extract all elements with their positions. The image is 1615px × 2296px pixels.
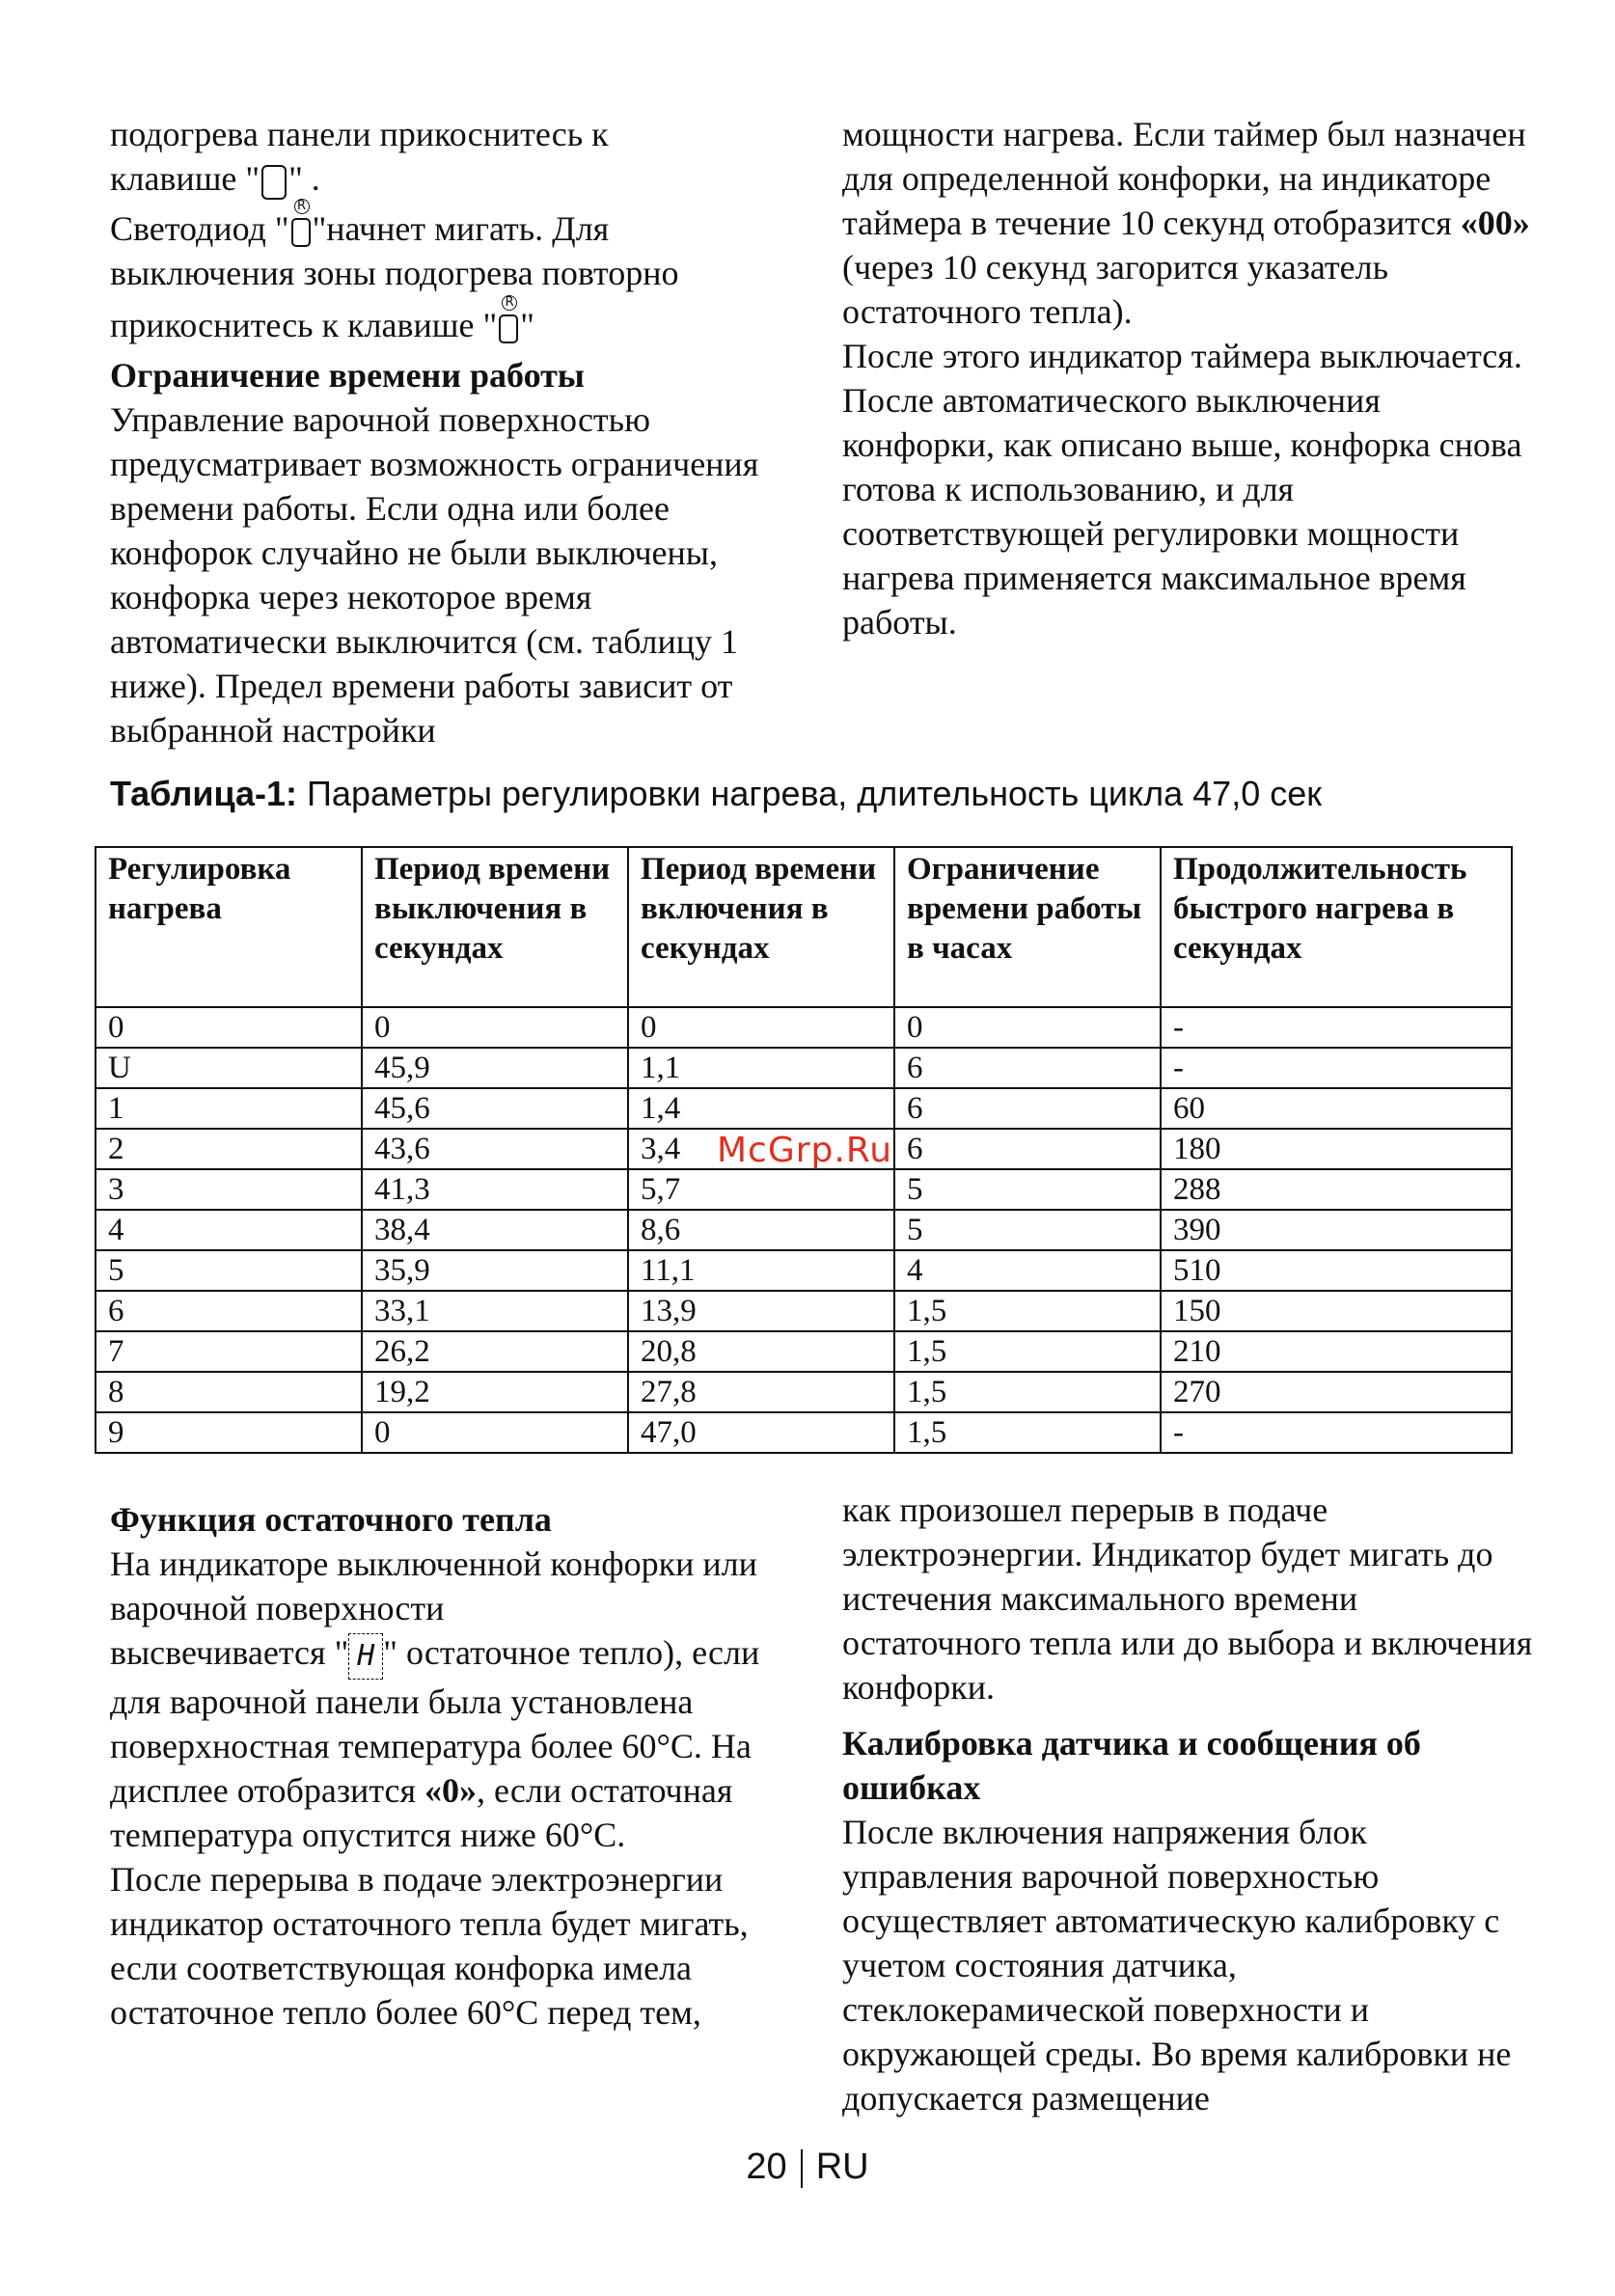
table-caption: Таблица-1: Параметры регулировки нагрева, длительность цикла 47,0 сек [110, 774, 1322, 813]
table-cell: 41,3 [362, 1169, 628, 1210]
section-heading: Калибровка датчика и сообщения об ошибках [842, 1724, 1421, 1807]
table-cell: 0 [362, 1412, 628, 1453]
table-cell: 13,9 [628, 1291, 894, 1331]
footer-separator [801, 2149, 803, 2188]
table-header-cell: Период времени выключения в секундах [362, 847, 628, 1007]
paragraph: как произошел перерыв в подаче электроэнергии. Индикатор будет мигать до истечения максимального времени остаточного тепла или до выбора и включения конфорки. [842, 1490, 1533, 1707]
paragraph: После автоматического выключения конфорки, как описано выше, конфорка снова готова к использованию, и для соответствующей регулировки мощности нагрева применяется максимальное время работы. [842, 381, 1522, 642]
table-row [96, 1372, 1512, 1412]
table-cell: 270 [1161, 1372, 1512, 1412]
watermark: McGrp.Ru [717, 1131, 893, 1170]
section-heading: Функция остаточного тепла [110, 1500, 552, 1539]
table-cell: - [1161, 1412, 1512, 1453]
table-cell: 8,6 [628, 1210, 894, 1250]
table-cell: U [96, 1048, 362, 1088]
led-symbol-icon: R [291, 218, 311, 247]
table-cell: 150 [1161, 1291, 1512, 1331]
paragraph: подогрева панели прикоснитесь к клавише " " . [110, 115, 609, 198]
table-cell: 3,4 [628, 1129, 894, 1169]
table-header-cell: Период времени включения в секундах [628, 847, 894, 1007]
table-cell: 4 [96, 1210, 362, 1250]
table-cell: 9 [96, 1412, 362, 1453]
table-cell: 510 [1161, 1250, 1512, 1291]
table-header-cell: Ограничение времени работы в часах [894, 847, 1161, 1007]
table-cell: 26,2 [362, 1331, 628, 1372]
section-heading: Ограничение времени работы [110, 356, 585, 395]
residual-heat-h-icon: H [348, 1633, 383, 1680]
table-row [96, 1048, 1512, 1088]
table-row [96, 1291, 1512, 1331]
table-cell: 0 [894, 1007, 1161, 1048]
table-row [96, 1412, 1512, 1453]
paragraph: Управление варочной поверхностью предусматривает возможность ограничения времени работы. Если одна или более конфорок случайно не были выключены, конфорка через некоторое время автоматически выключится (см. таблицу 1 ниже). Предел времени работы зависит от выбранной настройки [110, 400, 759, 750]
table-cell: 1,5 [894, 1412, 1161, 1453]
table-cell: 35,9 [362, 1250, 628, 1291]
top-right-column [842, 112, 1537, 644]
table-cell: 0 [96, 1007, 362, 1048]
table-cell: 47,0 [628, 1412, 894, 1453]
table-cell: 11,1 [628, 1250, 894, 1291]
table-header-row [96, 847, 1512, 1007]
table-cell: 210 [1161, 1331, 1512, 1372]
table-row [96, 1210, 1512, 1250]
table-cell: 6 [96, 1291, 362, 1331]
table-row [96, 1088, 1512, 1129]
table-cell: 8 [96, 1372, 362, 1412]
table-cell: 43,6 [362, 1129, 628, 1169]
language-code: RU [815, 2146, 869, 2187]
key-symbol-icon: R [499, 314, 518, 343]
table-cell: 6 [894, 1129, 1161, 1169]
paragraph: Светодиод " R "начнет мигать. Для выключения зоны подогрева повторно прикоснитесь к клавише " R " [110, 198, 679, 344]
table-cell: 6 [894, 1088, 1161, 1129]
table-header-cell: Регулировка нагрева [96, 847, 362, 1007]
table-cell: - [1161, 1007, 1512, 1048]
table-cell: 5,7 [628, 1169, 894, 1210]
table-row [96, 1250, 1512, 1291]
table-cell: 4 [894, 1250, 1161, 1291]
table-row [96, 1169, 1512, 1210]
paragraph: После перерыва в подаче электроэнергии индикатор остаточного тепла будет мигать, если соответствующая конфорка имела остаточное тепло более 60°С перед тем, [110, 1859, 749, 2032]
table-cell: 1,5 [894, 1291, 1161, 1331]
bottom-left-column [110, 1497, 805, 2035]
paragraph: мощности нагрева. Если таймер был назначен для определенной конфорки, на индикаторе таймера в течение 10 секунд отобразится «00» (через 10 секунд загорится указатель остаточного тепла). [842, 115, 1530, 331]
table-cell: 1,4 [628, 1088, 894, 1129]
page-footer [0, 2146, 1615, 2188]
table-cell: 45,6 [362, 1088, 628, 1129]
paragraph: После включения напряжения блок управления варочной поверхностью осуществляет автоматическую калибровку с учетом состояния датчика, стеклокерамической поверхности и окружающей среды. Во время калибровки не допускается размещение [842, 1813, 1512, 2118]
table-cell: 7 [96, 1331, 362, 1372]
table-cell: 0 [362, 1007, 628, 1048]
table-row [96, 1331, 1512, 1372]
key-symbol-icon [261, 165, 287, 200]
table-cell: 20,8 [628, 1331, 894, 1372]
paragraph: На индикаторе выключенной конфорки или варочной поверхности высвечивается " H " остаточное тепло), если для варочной панели была установлена поверхностная температура более 60°С. На дисплее отобразится «0», если остаточная температура опустится ниже 60°С. [110, 1544, 760, 1854]
table-cell: 60 [1161, 1088, 1512, 1129]
table-cell: 1,5 [894, 1372, 1161, 1412]
table-cell: 0 [628, 1007, 894, 1048]
table-cell: 390 [1161, 1210, 1512, 1250]
table-cell: 1 [96, 1088, 362, 1129]
table-cell: 1,5 [894, 1331, 1161, 1372]
table-cell: 38,4 [362, 1210, 628, 1250]
table-cell: 5 [894, 1169, 1161, 1210]
table-header-cell: Продолжительность быстрого нагрева в секундах [1161, 847, 1512, 1007]
table-cell: 33,1 [362, 1291, 628, 1331]
table-cell: 5 [894, 1210, 1161, 1250]
table-cell: 1,1 [628, 1048, 894, 1088]
bottom-right-column [842, 1488, 1537, 2120]
table-cell: 5 [96, 1250, 362, 1291]
table-cell: 19,2 [362, 1372, 628, 1412]
top-left-column [110, 112, 805, 752]
table-cell: 27,8 [628, 1372, 894, 1412]
table-cell: - [1161, 1048, 1512, 1088]
page-number: 20 [746, 2146, 787, 2187]
table-cell: 3 [96, 1169, 362, 1210]
table-cell: 288 [1161, 1169, 1512, 1210]
table-cell: 180 [1161, 1129, 1512, 1169]
paragraph: После этого индикатор таймера выключается. [842, 337, 1522, 375]
table-cell: 6 [894, 1048, 1161, 1088]
table-row [96, 1007, 1512, 1048]
table-cell: 2 [96, 1129, 362, 1169]
table-cell: 45,9 [362, 1048, 628, 1088]
